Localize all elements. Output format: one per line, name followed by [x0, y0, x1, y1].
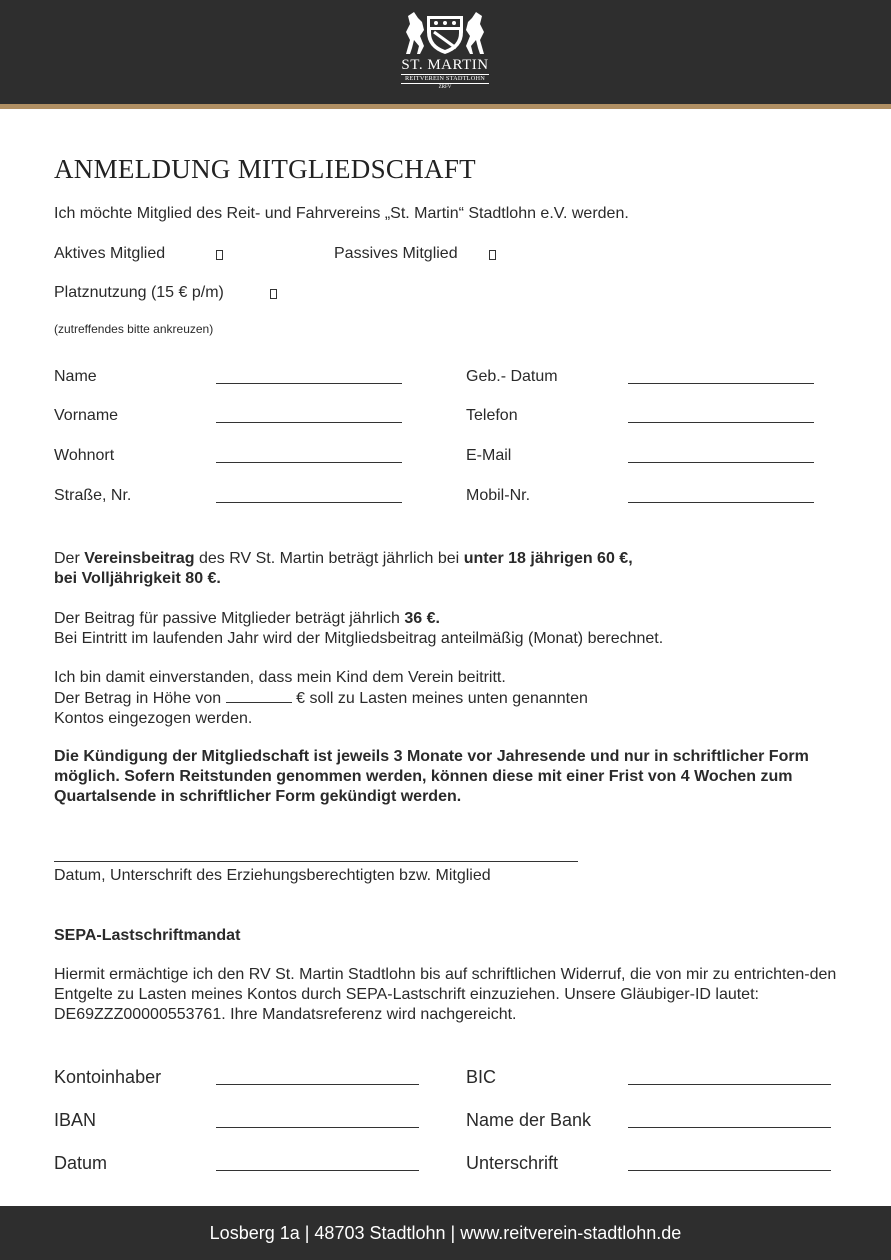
field-label-city: Wohnort: [54, 447, 115, 464]
field-label-bank-name: Name der Bank: [466, 1110, 592, 1130]
active-member-checkbox[interactable]: [216, 250, 223, 260]
checkbox-hint: (zutreffendes bitte ankreuzen): [54, 322, 214, 336]
intro-text: Ich möchte Mitglied des Reit- und Fahrvereins „St. Martin“ Stadtlohn e.V. werden.: [54, 205, 629, 222]
signature-input-line[interactable]: [628, 1170, 831, 1171]
field-label-email: E-Mail: [466, 447, 512, 464]
birthdate-input-line[interactable]: [628, 383, 814, 384]
fee-paragraph: Der Vereinsbeitrag des RV St. Martin beträgt jährlich bei unter 18 jährigen 60 €, bei Volljährigkeit 80 €.: [54, 550, 633, 587]
field-label-mobile: Mobil-Nr.: [466, 487, 531, 504]
logo-zrfv: ZRFV: [438, 85, 452, 90]
field-label-phone: Telefon: [466, 407, 518, 424]
passive-member-label: Passives Mitglied: [334, 245, 458, 262]
field-label-iban: IBAN: [54, 1110, 97, 1130]
field-label-signature: Unterschrift: [466, 1153, 559, 1173]
cancellation-text: Die Kündigung der Mitgliedschaft ist jeweils 3 Monate vor Jahresende und nur in schriftlicher Form möglich. Sofern Reitstunden genommen werden, können diese mit einer Frist von 4 Wochen zum Quartalsende in schriftlicher Form gekündigt werden.: [54, 748, 809, 805]
sepa-text: Hiermit ermächtige ich den RV St. Martin Stadtlohn bis auf schriftlichen Widerruf, die von mir zu entrichten-den Entgelte zu Lasten meines Kontos durch SEPA-Lastschrift einzuziehen. Unsere Gläubiger-ID lautet: DE69ZZZ00000553761. Ihre Mandatsreferenz wird nachgereicht.: [54, 966, 837, 1023]
field-label-birthdate: Geb.- Datum: [466, 368, 558, 385]
consent-paragraph: Ich bin damit einverstanden, dass mein Kind dem Verein beitritt. Der Betrag in Höhe von € soll zu Lasten meines unten genannten Kontos eingezogen werden.: [54, 669, 588, 727]
active-member-label: Aktives Mitglied: [54, 245, 166, 262]
field-label-firstname: Vorname: [54, 407, 119, 424]
amount-input-line[interactable]: [226, 688, 292, 703]
email-input-line[interactable]: [628, 462, 814, 463]
club-logo: [395, 10, 495, 96]
field-label-account-holder: Kontoinhaber: [54, 1067, 162, 1087]
passive-fee-paragraph: Der Beitrag für passive Mitglieder beträgt jährlich 36 €. Bei Eintritt im laufenden Jahr wird der Mitgliedsbeitrag anteilmäßig (Monat) berechnet.: [54, 610, 664, 647]
logo-subtitle: REITVEREIN STADTLOHN: [401, 74, 489, 84]
platz-label: Platznutzung (15 € p/m): [54, 284, 224, 301]
city-input-line[interactable]: [216, 462, 402, 463]
account-holder-input-line[interactable]: [216, 1084, 419, 1085]
signature-line[interactable]: [54, 861, 578, 862]
field-label-street: Straße, Nr.: [54, 487, 132, 504]
bic-input-line[interactable]: [628, 1084, 831, 1085]
date-input-line[interactable]: [216, 1170, 419, 1171]
passive-member-checkbox[interactable]: [489, 250, 496, 260]
field-label-name: Name: [54, 368, 97, 385]
firstname-input-line[interactable]: [216, 422, 402, 423]
sepa-heading: SEPA-Lastschriftmandat: [54, 927, 241, 944]
name-input-line[interactable]: [216, 383, 402, 384]
field-label-bic: BIC: [466, 1067, 497, 1087]
crest-horses-icon: [400, 10, 490, 56]
logo-name: ST. MARTIN: [401, 57, 489, 73]
footer-address: Losberg 1a | 48703 Stadtlohn | www.reitverein-stadtlohn.de: [0, 1206, 891, 1260]
field-label-date: Datum: [54, 1153, 108, 1173]
header-stripe: [0, 104, 891, 109]
page-title: ANMELDUNG MITGLIEDSCHAFT: [54, 154, 476, 184]
phone-input-line[interactable]: [628, 422, 814, 423]
mobile-input-line[interactable]: [628, 502, 814, 503]
platz-checkbox[interactable]: [270, 289, 277, 299]
street-input-line[interactable]: [216, 502, 402, 503]
bank-name-input-line[interactable]: [628, 1127, 831, 1128]
iban-input-line[interactable]: [216, 1127, 419, 1128]
signature-caption: Datum, Unterschrift des Erziehungsberechtigten bzw. Mitglied: [54, 867, 491, 884]
